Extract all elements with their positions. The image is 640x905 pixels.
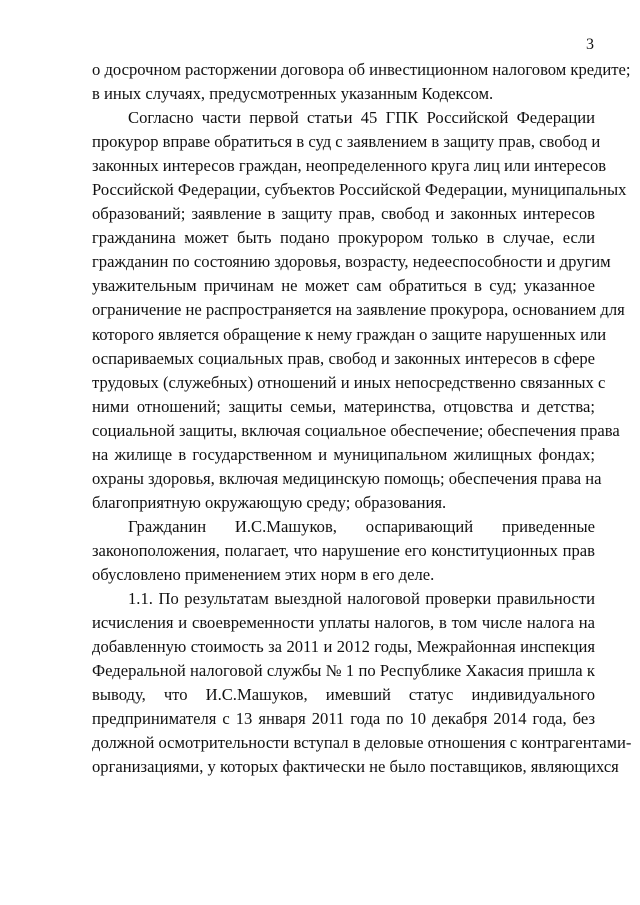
- text-line: на жилище в государственном и муниципальном жилищных фондах;: [92, 444, 595, 464]
- text-line: Федеральной налоговой службы № 1 по Республике Хакасия пришла к: [92, 661, 595, 681]
- text-line: оспариваемых социальных прав, свобод и законных интересов в сфере: [92, 348, 595, 368]
- text-line: должной осмотрительности вступал в деловые отношения с контрагентами-: [92, 733, 632, 753]
- page-number: 3: [586, 36, 594, 53]
- text-line: ограничение не распространяется на заявление прокурора, основанием для: [92, 300, 625, 320]
- text-line: Российской Федерации, субъектов Российской Федерации, муниципальных: [92, 180, 627, 200]
- text-line: Согласно части первой статьи 45 ГПК Российской Федерации: [128, 108, 595, 128]
- text-line: исчисления и своевременности уплаты налогов, в том числе налога на: [92, 613, 595, 633]
- text-line: добавленную стоимость за 2011 и 2012 годы, Межрайонная инспекция: [92, 637, 595, 657]
- text-line: трудовых (служебных) отношений и иных непосредственно связанных с: [92, 372, 606, 392]
- text-line: гражданина может быть подано прокурором только в случае, если: [92, 228, 595, 248]
- paragraph: [92, 515, 595, 587]
- text-line: охраны здоровья, включая медицинскую помощь; обеспечения права на: [92, 468, 602, 488]
- paragraph: [92, 58, 631, 106]
- text-line: Гражданин И.С.Машуков, оспаривающий приведенные: [128, 516, 595, 536]
- text-line: 1.1. По результатам выездной налоговой проверки правильности: [128, 589, 595, 609]
- document-body: [92, 58, 632, 779]
- paragraph: [92, 587, 632, 779]
- text-line: предпринимателя с 13 января 2011 года по 10 декабря 2014 года, без: [92, 709, 595, 729]
- text-line: уважительным причинам не может сам обратиться в суд; указанное: [92, 276, 595, 296]
- text-line: обусловлено применением этих норм в его деле.: [92, 564, 435, 584]
- text-line: выводу, что И.С.Машуков, имевший статус индивидуального: [92, 685, 595, 705]
- text-line: организациями, у которых фактически не было поставщиков, являющихся: [92, 757, 619, 777]
- text-line: социальной защиты, включая социальное обеспечение; обеспечения права: [92, 420, 620, 440]
- text-line: образований; заявление в защиту прав, свобод и законных интересов: [92, 204, 595, 224]
- paragraph: [92, 106, 627, 515]
- text-line: которого является обращение к нему граждан о защите нарушенных или: [92, 324, 607, 344]
- text-line: ними отношений; защиты семьи, материнства, отцовства и детства;: [92, 396, 595, 416]
- text-line: законоположения, полагает, что нарушение его конституционных прав: [92, 540, 595, 560]
- text-line: благоприятную окружающую среду; образования.: [92, 492, 447, 512]
- text-line: законных интересов граждан, неопределенного круга лиц или интересов: [92, 156, 607, 176]
- text-line: прокурор вправе обратиться в суд с заявлением в защиту прав, свобод и: [92, 132, 601, 152]
- text-line: в иных случаях, предусмотренных указанным Кодексом.: [92, 84, 494, 104]
- text-line: о досрочном расторжении договора об инвестиционном налоговом кредите;: [92, 60, 631, 79]
- text-line: гражданин по состоянию здоровья, возрасту, недееспособности и другим: [92, 252, 611, 272]
